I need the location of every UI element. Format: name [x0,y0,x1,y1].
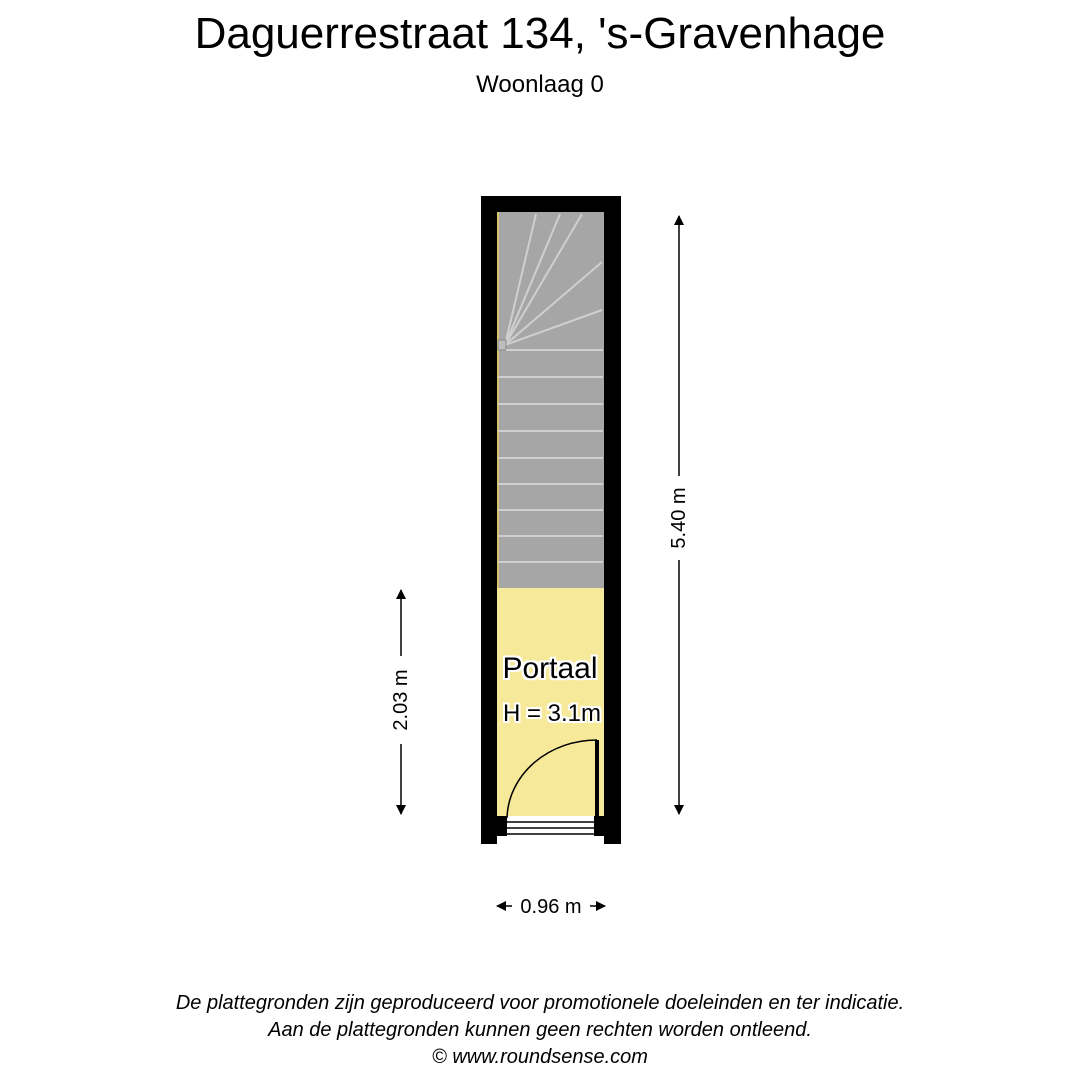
disclaimer [0,990,1080,1071]
disclaimer-line-1: De plattegronden zijn geproduceerd voor promotionele doeleinden en ter indicatie. [175,992,905,1014]
copyright-link[interactable]: © www.roundsense.com [432,1046,648,1068]
dimension-width: 0.96 m [520,896,582,918]
page-title: Daguerrestraat 134, 's-Gravenhage [194,9,886,58]
room-name: Portaal [502,652,598,685]
floor-label: Woonlaag 0 [476,71,604,98]
room-height: H = 3.1m [502,700,602,727]
dimension-total-length: 5.40 m [668,487,690,549]
dimension-room-length: 2.03 m [390,669,412,731]
disclaimer-line-2: Aan de plattegronden kunnen geen rechten worden ontleend. [268,1019,812,1041]
